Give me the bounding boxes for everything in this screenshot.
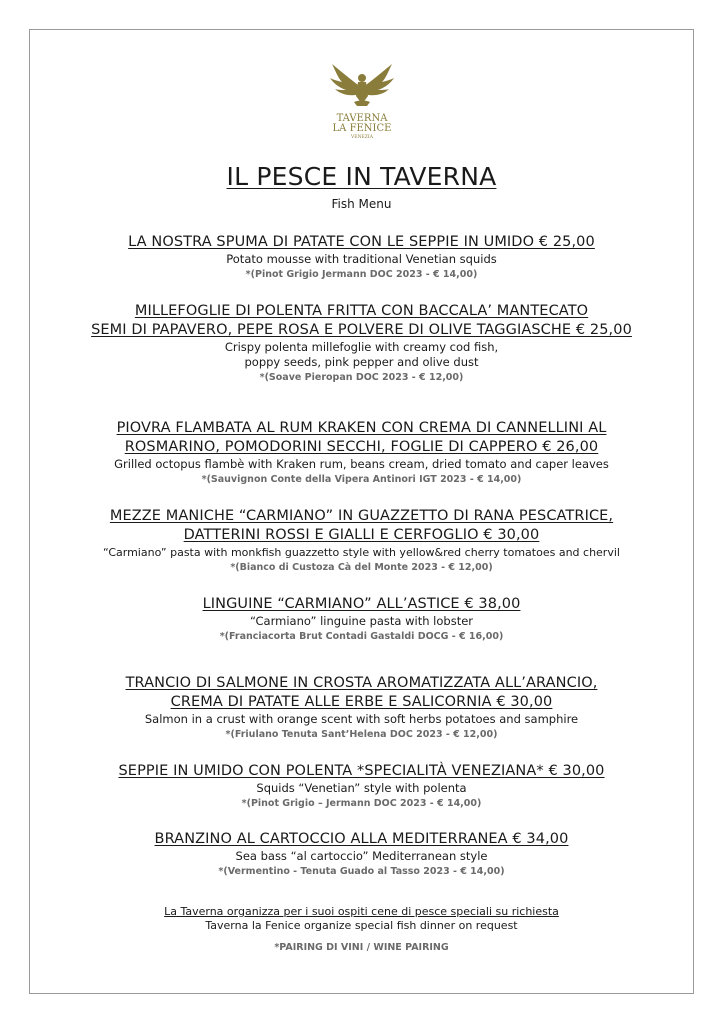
dish-description-en: “Carmiano” linguine pasta with lobster bbox=[249, 614, 474, 628]
dish-description-en: “Carmiano” pasta with monkfish guazzetto style with yellow&red cherry tomatoes and chervil bbox=[103, 546, 620, 559]
logo-text-venezia: VENEZIA bbox=[351, 135, 373, 140]
dish-description-en: poppy seeds, pink pepper and olive dust bbox=[244, 355, 479, 369]
dish-name-it: CREMA DI PATATE ALLE ERBE E SALICORNIA € 30,00 bbox=[170, 694, 553, 710]
special-dinner-note-en: Taverna la Fenice organize special fish dinner on request bbox=[205, 919, 518, 932]
wine-pairing: *(Sauvignon Conte della Vipera Antinori IGT 2023 - € 14,00) bbox=[201, 474, 522, 485]
wine-pairing: *(Vermentino - Tenuta Guado al Tasso 2023 - € 14,00) bbox=[218, 866, 505, 877]
phoenix-emblem-icon bbox=[318, 58, 406, 140]
dish-item bbox=[29, 595, 694, 644]
dish-name-it: BRANZINO AL CARTOCCIO ALLA MEDITERRANEA € 34,00 bbox=[154, 831, 569, 847]
wine-pairing: *(Soave Pieropan DOC 2023 - € 12,00) bbox=[259, 372, 464, 383]
page-subtitle: Fish Menu bbox=[331, 197, 392, 211]
logo-text-taverna: TAVERNA bbox=[336, 113, 388, 124]
dish-name-it: ROSMARINO, POMODORINI SECCHI, FOGLIE DI CAPPERO € 26,00 bbox=[124, 439, 599, 455]
wine-pairing: *(Pinot Grigio – Jermann DOC 2023 - € 14,00) bbox=[241, 798, 482, 809]
dish-item bbox=[29, 302, 694, 385]
dish-name-it: LINGUINE “CARMIANO” ALL’ASTICE € 38,00 bbox=[202, 596, 521, 612]
dish-name-it: DATTERINI ROSSI E GIALLI E CERFOGLIO € 30,00 bbox=[183, 527, 540, 543]
dish-item bbox=[29, 830, 694, 879]
dish-item bbox=[29, 507, 694, 575]
dish-description-en: Salmon in a crust with orange scent with soft herbs potatoes and samphire bbox=[144, 712, 579, 726]
wine-pairing: *(Franciacorta Brut Contadi Gastaldi DOCG - € 16,00) bbox=[219, 631, 504, 642]
dish-description-en: Grilled octopus flambè with Kraken rum, beans cream, dried tomato and caper leaves bbox=[114, 457, 609, 471]
dish-name-it: PIOVRA FLAMBATA AL RUM KRAKEN CON CREMA DI CANNELLINI AL bbox=[116, 420, 607, 436]
wine-pairing-legend: *PAIRING DI VINI / WINE PAIRING bbox=[274, 942, 449, 953]
dish-name-it: SEPPIE IN UMIDO CON POLENTA *SPECIALITÀ VENEZIANA* € 30,00 bbox=[118, 763, 605, 779]
dish-name-it: SEMI DI PAPAVERO, PEPE ROSA E POLVERE DI OLIVE TAGGIASCHE € 25,00 bbox=[91, 322, 632, 338]
taverna-la-fenice-logo bbox=[318, 58, 406, 140]
page-title: IL PESCE IN TAVERNA bbox=[226, 162, 497, 191]
special-dinner-note-it: La Taverna organizza per i suoi ospiti cene di pesce speciali su richiesta bbox=[164, 905, 559, 918]
dish-description-en: Crispy polenta millefoglie with creamy cod fish, bbox=[224, 340, 499, 354]
wine-pairing: *(Bianco di Custoza Cà del Monte 2023 - € 12,00) bbox=[230, 562, 493, 573]
dish-item bbox=[29, 674, 694, 742]
wine-pairing: *(Pinot Grigio Jermann DOC 2023 - € 14,00) bbox=[245, 269, 478, 280]
dish-item bbox=[29, 762, 694, 811]
dish-description-en: Potato mousse with traditional Venetian squids bbox=[226, 252, 497, 266]
dish-description-en: Sea bass “al cartoccio” Mediterranean style bbox=[235, 849, 488, 863]
dish-item bbox=[29, 233, 694, 282]
dish-name-it: MEZZE MANICHE “CARMIANO” IN GUAZZETTO DI RANA PESCATRICE, bbox=[109, 508, 614, 524]
logo-text-la-fenice: LA FENICE bbox=[332, 123, 392, 134]
dish-name-it: LA NOSTRA SPUMA DI PATATE CON LE SEPPIE IN UMIDO € 25,00 bbox=[128, 234, 595, 250]
dish-name-it: MILLEFOGLIE DI POLENTA FRITTA CON BACCALA’ MANTECATO bbox=[134, 303, 589, 319]
dish-description-en: Squids “Venetian” style with polenta bbox=[256, 781, 467, 795]
dish-item bbox=[29, 419, 694, 487]
dish-name-it: TRANCIO DI SALMONE IN CROSTA AROMATIZZATA ALL’ARANCIO, bbox=[125, 675, 598, 691]
wine-pairing: *(Friulano Tenuta Sant’Helena DOC 2023 - € 12,00) bbox=[225, 729, 498, 740]
